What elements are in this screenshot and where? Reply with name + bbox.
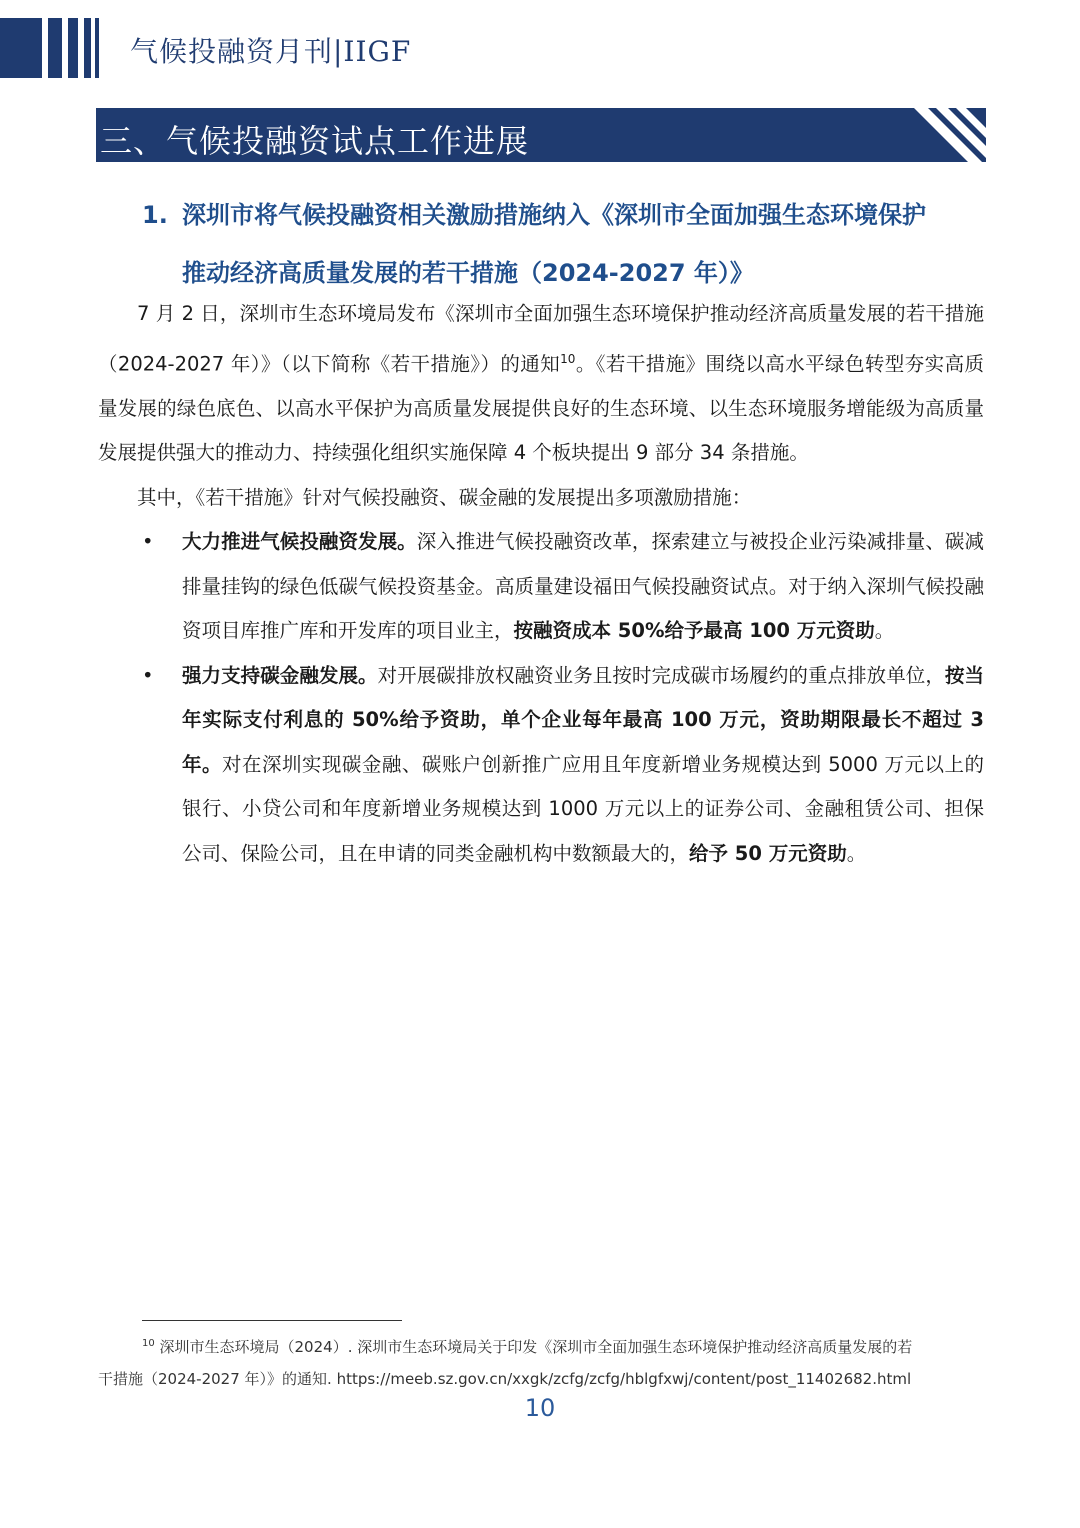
section-heading-bar bbox=[96, 108, 986, 162]
paragraph-lead: 其中，《若干措施》针对气候投融资、碳金融的发展提出多项激励措施： bbox=[137, 485, 752, 509]
stripe-decoration-icon bbox=[896, 108, 986, 162]
bullet-heading: 强力支持碳金融发展。 bbox=[182, 663, 378, 687]
bullet-text: 对在深圳实现碳金融、碳账户创新推广应用且年度新增业务规模达到 5000 万元以上的银行、小贷公司和年度新增业务规模达到 1000 万元以上的证券公司、金融租赁公司、担保公司、保险公司，且在申请的同类金融机构中数额最大的， bbox=[182, 752, 984, 865]
bullet-emphasis: 按融资成本 50%给予最高 100 万元资助 bbox=[513, 619, 875, 642]
article-body bbox=[98, 292, 984, 876]
footnote bbox=[98, 1328, 984, 1395]
publication-title: 气候投融资月刊|IIGF bbox=[130, 35, 412, 68]
list-item bbox=[98, 654, 984, 877]
footnote-number: 10 bbox=[142, 1338, 155, 1349]
bullet-emphasis: 给予 50 万元资助 bbox=[689, 841, 847, 865]
subsection-heading bbox=[142, 186, 992, 302]
section-title: 三、气候投融资试点工作进展 bbox=[100, 122, 530, 160]
bullet-heading: 大力推进气候投融资发展。 bbox=[182, 530, 417, 553]
footnote-text: 深圳市生态环境局（2024）. 深圳市生态环境局关于印发《深圳市全面加强生态环境保护推动经济高质量发展的若 bbox=[159, 1338, 913, 1356]
page-number: 10 bbox=[524, 1394, 556, 1422]
bullet-text: 深入推进气候投融资改革，探索建立与被投企业污染减排量、碳减排量挂钩的绿色低碳气候投资基金。高质量建设福田气候投融资试点。对于纳入深圳气候投融资项目库推广库和开发库的项目业主， bbox=[182, 530, 984, 642]
footnote-line1 bbox=[98, 1328, 984, 1363]
paragraph-intro-text: 7 月 2 日，深圳市生态环境局发布《深圳市全面加强生态环境保护推动经济高质量发展的若干措施（2024-2027 年）》（以下简称《若干措施》）的通知 bbox=[98, 302, 984, 375]
subsection-title-line2: 推动经济高质量发展的若干措施（2024-2027 年）》 bbox=[182, 259, 754, 287]
bullet-icon: • bbox=[142, 663, 154, 687]
measure-list bbox=[98, 520, 984, 876]
list-item bbox=[98, 520, 984, 654]
bullet-end: 。 bbox=[874, 619, 895, 642]
paragraph-intro-text-cont: 。《若干措施》围绕以高水平绿色转型夯实高质量发展的绿色底色、以高水平保护为高质量发展提供良好的生态环境、以生态环境服务增能级为高质量发展提供强大的推动力、持续强化组织实施保障 4 个板块提出 9 部分 34 条措施。 bbox=[98, 352, 984, 464]
bullet-icon: • bbox=[142, 530, 154, 553]
footnote-line2[interactable]: 干措施（2024-2027 年）》的通知. https://meeb.sz.gov.cn/xxgk/zcfg/zcfg/hblgfxwj/content/post_11402682.html bbox=[98, 1370, 912, 1388]
subsection-title-line1: 深圳市将气候投融资相关激励措施纳入《深圳市全面加强生态环境保护 bbox=[182, 201, 926, 229]
bullet-end: 。 bbox=[846, 841, 867, 865]
subsection-number: 1. bbox=[142, 201, 168, 229]
paragraph-intro bbox=[98, 292, 984, 476]
footnote-divider bbox=[142, 1320, 402, 1321]
bullet-emphasis: 按当年实际支付利息的 50%给予资助，单个企业每年最高 100 万元，资助期限最长不超过 3 年。 bbox=[182, 663, 984, 776]
bullet-text: 对开展碳排放权融资业务且按时完成碳市场履约的重点排放单位， bbox=[377, 663, 945, 687]
footnote-ref[interactable]: 10 bbox=[560, 351, 576, 366]
